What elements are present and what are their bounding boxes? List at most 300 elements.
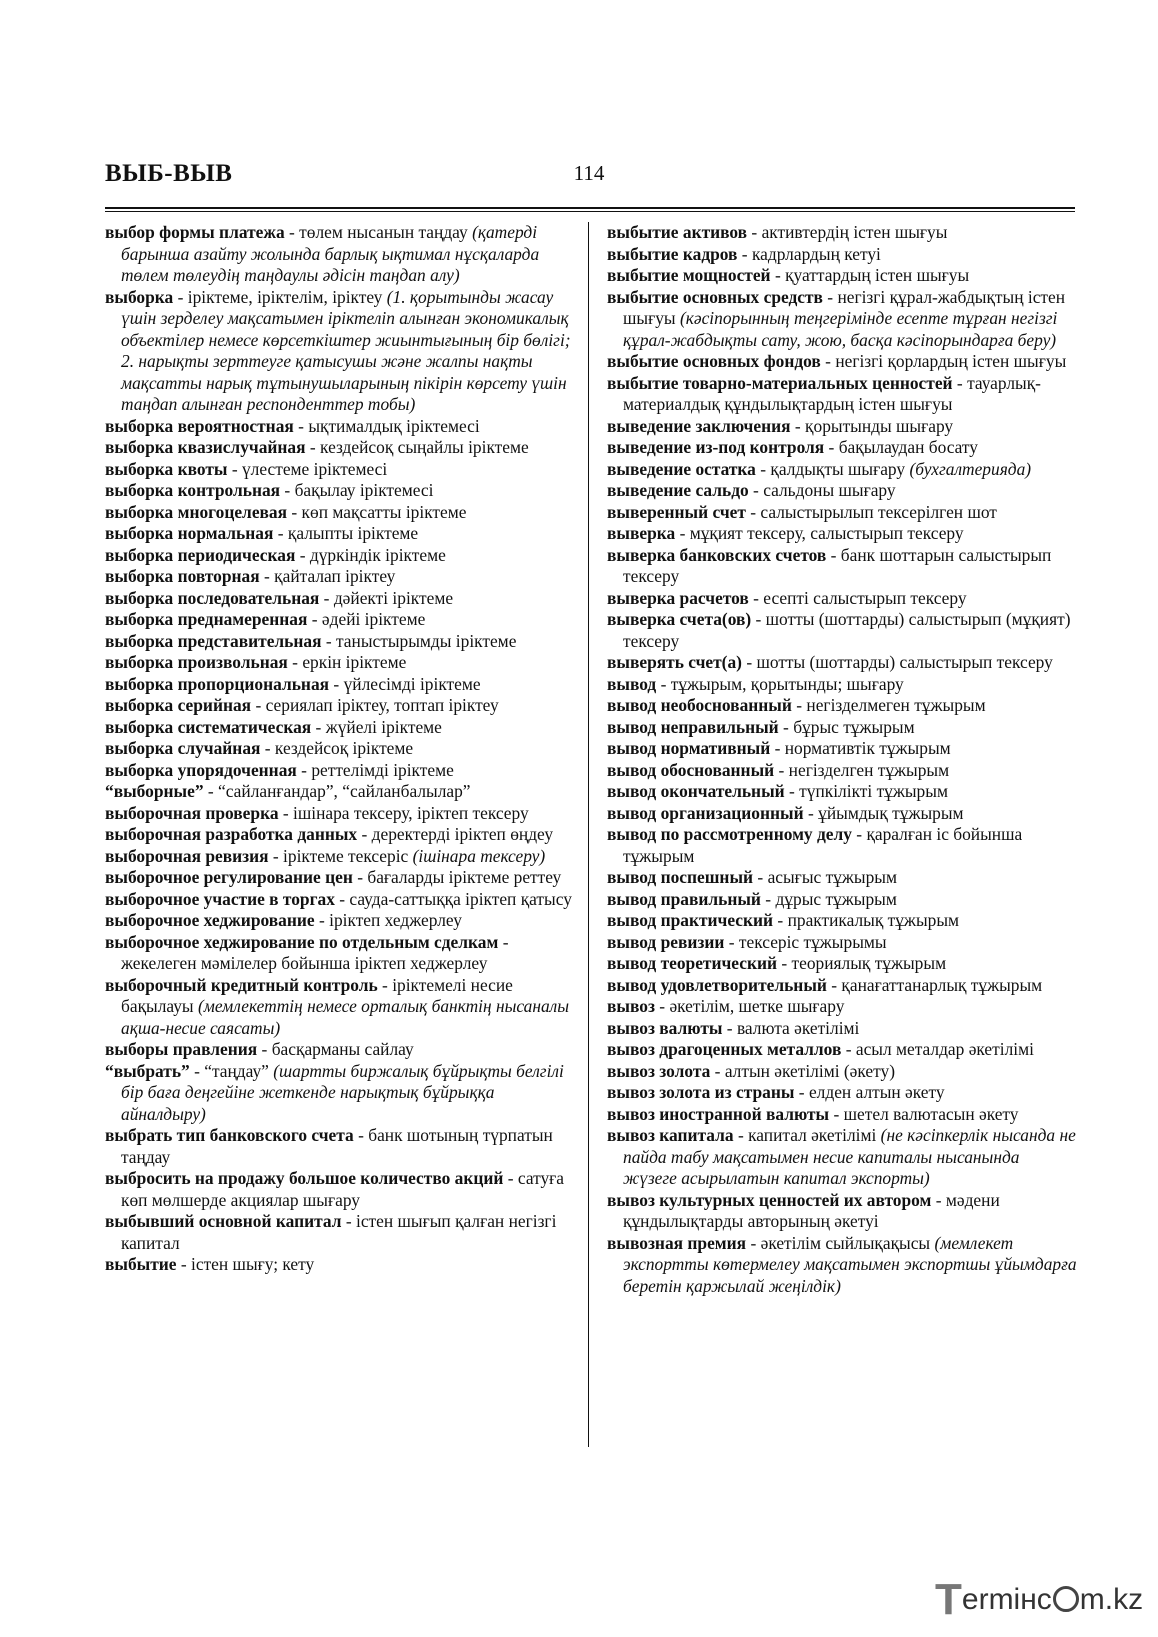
entry-separator: - [822, 286, 838, 307]
entry-separator: - [498, 931, 509, 952]
dictionary-entry [105, 760, 575, 782]
dictionary-entry [105, 824, 575, 846]
entry-term: выборка повторная [105, 566, 260, 586]
entry-definition: тұжырым, қорытынды; шығару [670, 673, 904, 694]
dictionary-entry [607, 1061, 1077, 1083]
entry-term: выбытие [105, 1254, 177, 1274]
entry-term: выборы правления [105, 1039, 258, 1059]
dictionary-entry [607, 760, 1077, 782]
entry-note: (1. қорытынды жасау үшін зерделеу мақсатымен іріктеліп алынған экономикалық объектілер немесе көрсеткіштер жиынтығының бір бөлігі; 2. нарықты зерттеуге қатысушы және жалпы нақты мақсатты нарық тұтынушыларының пікірін көрсету үшін таңдап алынған респонденттер тобы) [121, 286, 571, 414]
entry-separator: - [770, 265, 786, 285]
entry-definition: ықтималдық іріктемесі [308, 415, 480, 436]
dictionary-entry [607, 717, 1077, 739]
dictionary-entry [105, 502, 575, 524]
entry-definition: таныстырымды іріктеме [336, 630, 517, 651]
entry-definition: үлестеме іріктемесі [241, 458, 388, 479]
entry-definition: банк шотының түрпатын таңдау [121, 1125, 553, 1167]
entry-definition: кездейсоқ сыңайлы іріктеме [320, 437, 529, 457]
entry-term: вывод обоснованный [607, 759, 775, 780]
dictionary-entry [607, 1018, 1077, 1040]
entry-term: выбытие активов [607, 222, 748, 242]
dictionary-entry [607, 1082, 1077, 1104]
dictionary-entry [105, 459, 575, 481]
page-header [105, 155, 1073, 195]
dictionary-entry [105, 781, 575, 803]
entry-separator: - [311, 716, 326, 737]
entry-term: выведение из-под контроля [607, 437, 825, 457]
entry-term: выборочный кредитный контроль [105, 974, 378, 995]
entry-definition: төлем нысанын таңдау [299, 222, 473, 242]
entry-term: “выбрать” [105, 1060, 190, 1081]
entry-term: выборочное регулирование цен [105, 867, 353, 887]
entry-definition: бұрыс тұжырым [793, 716, 915, 737]
dictionary-entry [105, 717, 575, 739]
dictionary-entry [105, 609, 575, 631]
dictionary-entry [607, 523, 1077, 545]
entry-term: выбытие кадров [607, 243, 738, 264]
entry-definition: салыстырылып тексерілген шот [760, 501, 997, 522]
entry-term: выверенный счет [607, 501, 746, 522]
entry-separator: - [357, 824, 372, 844]
entry-term: выверка банковских счетов [607, 544, 827, 565]
entry-separator: - [829, 1103, 844, 1124]
entry-separator: - [778, 716, 794, 737]
entry-definition: “сайланғандар”, “сайланбалылар” [218, 781, 471, 801]
entry-term: вывоз капитала [607, 1125, 734, 1145]
entry-definition: “таңдау” [204, 1060, 274, 1081]
entry-term: выверка [607, 523, 676, 543]
entry-definition: бақылау іріктемесі [294, 480, 434, 500]
entry-separator: - [251, 695, 266, 715]
dictionary-entry [607, 738, 1077, 760]
dictionary-entry [105, 695, 575, 717]
entry-term: выборочная проверка [105, 802, 279, 823]
dictionary-entry [105, 1039, 575, 1061]
entry-separator: - [319, 587, 334, 608]
entry-definition: теориялық тұжырым [791, 953, 947, 973]
dictionary-entry [607, 1039, 1077, 1061]
entry-term: выведение заключения [607, 415, 791, 436]
dictionary-entry [607, 996, 1077, 1018]
entry-separator: - [745, 501, 761, 522]
dictionary-entry [105, 1211, 575, 1254]
entry-note: (кәсіпорынның теңгерімінде есепте тұрған негізгі құрал-жабдықты сату, жою, басқа кәсіпорындарға беру) [623, 308, 1058, 350]
entry-note: (бухгалтерияда) [909, 458, 1032, 479]
dictionary-entry [607, 287, 1077, 352]
dictionary-entry [105, 846, 575, 868]
entry-separator: - [820, 351, 836, 371]
entry-term: выведение остатка [607, 458, 756, 479]
dictionary-entry [105, 287, 575, 416]
entry-definition: асыл металдар әкетілімі [855, 1039, 1034, 1059]
entry-separator: - [173, 286, 188, 307]
entry-separator: - [257, 1039, 272, 1059]
entry-term: вывод окончательный [607, 781, 785, 801]
entry-separator: - [741, 652, 757, 672]
dictionary-entry [607, 459, 1077, 481]
entry-definition: сериялап іріктеу, топтап іріктеу [265, 695, 499, 715]
dictionary-entry [607, 416, 1077, 438]
dictionary-entry [105, 480, 575, 502]
entry-separator: - [305, 437, 321, 457]
entry-definition: бақылаудан босату [838, 437, 978, 457]
entry-definition: ішінара тексеру, іріктеп тексеру [293, 802, 529, 823]
entry-note: (не кәсіпкерлік нысанда не пайда табу мақсатымен несие капиталы нысанында жүзеге асырылатын капитал экспорты) [623, 1125, 1076, 1188]
entry-separator: - [341, 1211, 356, 1231]
dictionary-entry [105, 975, 575, 1040]
entry-separator: - [841, 1039, 856, 1059]
entry-definition: әкетілім сыйлықақысы [760, 1232, 935, 1253]
entry-definition: істен шығу; кету [191, 1254, 315, 1274]
entry-separator: - [826, 974, 842, 995]
entry-definition: дұрыс тұжырым [775, 888, 897, 909]
entry-term: вывод [607, 673, 657, 694]
entry-separator: - [774, 759, 789, 780]
entry-definition: активтердің істен шығуы [761, 222, 948, 242]
entry-term: выбытие товарно-материальных ценностей [607, 372, 953, 393]
dictionary-entry [607, 480, 1077, 502]
dictionary-entry [607, 609, 1077, 652]
entry-separator: - [329, 673, 344, 694]
entry-term: выборка представительная [105, 630, 322, 651]
entry-term: выборка контрольная [105, 480, 281, 500]
entry-term: выборка последовательная [105, 587, 320, 608]
entry-separator: - [952, 372, 968, 393]
entry-separator: - [259, 566, 275, 586]
entry-definition: шотты (шоттарды) салыстырып (мұқият) тексеру [623, 609, 1071, 651]
entry-separator: - [755, 458, 771, 479]
entry-separator: - [791, 695, 807, 715]
dictionary-entry [607, 695, 1077, 717]
entry-term: выборка периодическая [105, 544, 296, 565]
entry-separator: - [377, 974, 393, 995]
dictionary-entry [105, 566, 575, 588]
entry-term: “выборные” [105, 781, 204, 801]
entry-separator: - [773, 910, 788, 930]
dictionary-entry [105, 545, 575, 567]
entry-definition: капитал әкетілімі [748, 1125, 881, 1145]
entry-definition: елден алтын әкету [808, 1082, 945, 1102]
dictionary-entry [607, 222, 1077, 244]
entry-term: выверять счет(а) [607, 652, 742, 672]
entry-term: выбор формы платежа [105, 222, 285, 242]
dictionary-entry [105, 889, 575, 911]
entry-definition: сауда-саттыққа іріктеп қатысу [349, 888, 572, 909]
dictionary-entry [607, 674, 1077, 696]
entry-definition: алтын әкетілімі (әкету) [724, 1060, 895, 1081]
entry-definition: дүркіндік іріктеме [309, 544, 446, 565]
dictionary-entry [607, 373, 1077, 416]
dictionary-entry [607, 1190, 1077, 1233]
entry-definition: іріктемелі несие бақылауы [121, 974, 513, 1016]
entry-separator: - [273, 523, 288, 543]
entry-term: выборочное участие в торгах [105, 888, 335, 909]
entry-separator: - [675, 523, 690, 543]
entry-term: выборка [105, 286, 174, 307]
section-range: ВЫБ-ВЫВ [105, 160, 233, 187]
dictionary-entry [105, 631, 575, 653]
entry-definition: реттелімді іріктеме [311, 759, 454, 780]
entry-separator: - [733, 1125, 749, 1145]
entry-definition: істен шығып қалған негізгі капитал [121, 1211, 557, 1253]
entry-separator: - [321, 630, 336, 651]
entry-separator: - [748, 480, 764, 500]
entry-separator: - [260, 738, 275, 758]
logo-text-end: m.kz [1079, 1583, 1144, 1616]
entry-note: (шартты биржалық бұйрықты белгілі бір баға деңгейіне жеткенде нарықтық бұйрыққа айналдыру) [121, 1060, 564, 1124]
entry-term: вывоз драгоценных металлов [607, 1039, 842, 1059]
entry-definition: кездейсоқ іріктеме [274, 738, 414, 758]
entry-term: выборка многоцелевая [105, 501, 288, 522]
entry-separator: - [203, 781, 219, 801]
entry-separator: - [751, 609, 766, 629]
entry-term: выбытие основных средств [607, 286, 823, 307]
entry-separator: - [314, 910, 330, 930]
entry-term: выборочная разработка данных [105, 824, 358, 844]
dictionary-entry [607, 1125, 1077, 1190]
entry-term: вывозная премия [607, 1232, 747, 1253]
header-rule [105, 207, 1075, 209]
entry-separator: - [747, 222, 762, 242]
page-number: 114 [573, 161, 605, 185]
dictionary-entry [105, 910, 575, 932]
entry-definition: сатуға көп мөлшерде акциялар шығару [121, 1168, 565, 1210]
dictionary-entry [105, 932, 575, 975]
entry-term: выбытие мощностей [607, 265, 771, 285]
dictionary-entry [607, 824, 1077, 867]
entry-term: выборка квоты [105, 458, 228, 479]
entry-term: выборочное хеджирование [105, 910, 315, 930]
dictionary-entry [607, 867, 1077, 889]
entry-term: выборочная ревизия [105, 845, 269, 866]
entry-separator: - [287, 501, 302, 522]
entry-separator: - [710, 1060, 725, 1081]
entry-separator: - [189, 1060, 205, 1081]
entry-term: выверка счета(ов) [607, 609, 752, 629]
entry-term: вывод организационный [607, 802, 804, 823]
entry-term: выборка пропорциональная [105, 673, 330, 694]
entry-definition: есепті салыстырып тексеру [763, 587, 967, 608]
dictionary-entry [607, 932, 1077, 954]
entry-term: вывод по рассмотренному делу [607, 824, 852, 844]
entry-separator: - [722, 1017, 737, 1038]
entry-separator: - [287, 652, 303, 672]
entry-term: выборка упорядоченная [105, 759, 297, 780]
column-divider [588, 222, 589, 1447]
entry-term: вывод удовлетворительный [607, 974, 827, 995]
entry-term: вывод ревизии [607, 931, 725, 952]
dictionary-entry [607, 545, 1077, 588]
entry-separator: - [227, 458, 242, 479]
entry-separator: - [295, 544, 310, 565]
entry-definition: мұқият тексеру, салыстырып тексеру [689, 523, 964, 543]
dictionary-entry [105, 1254, 575, 1276]
entry-separator: - [278, 802, 294, 823]
entry-separator: - [777, 953, 792, 973]
dictionary-entry [105, 1168, 575, 1211]
entry-definition: банк шоттарын салыстырып тексеру [623, 544, 1052, 586]
entry-definition: қалдықты шығару [770, 458, 910, 479]
dictionary-entry [105, 1061, 575, 1126]
entry-term: выборка вероятностная [105, 415, 294, 436]
entry-definition: қуаттардың істен шығуы [785, 265, 970, 285]
entry-definition: жүйелі іріктеме [325, 716, 442, 737]
entry-definition: қайталап іріктеу [274, 566, 396, 586]
dictionary-entry [105, 1125, 575, 1168]
entry-definition: іріктеме, іріктелім, іріктеу [187, 286, 387, 307]
entry-term: выбытие основных фондов [607, 351, 821, 371]
entry-separator: - [724, 931, 739, 952]
dictionary-entry [105, 222, 575, 287]
entry-definition: практикалық тұжырым [787, 910, 960, 930]
entry-term: выборка квазислучайная [105, 437, 306, 457]
entry-term: вывоз [607, 996, 655, 1016]
entry-separator: - [296, 759, 312, 780]
entry-note: (ішінара тексеру) [412, 845, 546, 866]
entry-separator: - [656, 673, 671, 694]
entry-separator: - [654, 996, 670, 1016]
dictionary-entry [607, 437, 1077, 459]
entry-separator: - [268, 845, 284, 866]
entry-separator: - [826, 544, 841, 565]
dictionary-entry [607, 889, 1077, 911]
dictionary-entry [607, 502, 1077, 524]
dictionary-entry [607, 910, 1077, 932]
termincom-logo [935, 1575, 1144, 1624]
entry-term: вывод необоснованный [607, 695, 792, 715]
entry-definition: шетел валютасын әкету [843, 1103, 1019, 1124]
entry-separator: - [794, 1082, 809, 1102]
entry-separator: - [790, 415, 806, 436]
dictionary-entry [607, 1233, 1077, 1298]
entry-note: (мемлекеттің немесе орталық банктің нысаналы ақша-несие саясаты) [121, 996, 569, 1038]
logo-circle-icon [1053, 1586, 1079, 1612]
right-column [607, 222, 1077, 1297]
dictionary-entry [105, 867, 575, 889]
entry-definition: негізделген тұжырым [788, 759, 950, 780]
entry-separator: - [753, 867, 768, 887]
entry-definition: нормативтік тұжырым [784, 738, 951, 758]
entry-separator: - [284, 222, 300, 242]
entry-term: выбывший основной капитал [105, 1211, 342, 1231]
entry-term: выведение сальдо [607, 480, 749, 500]
entry-separator: - [760, 888, 776, 909]
dictionary-entry [607, 803, 1077, 825]
entry-definition: кадрлардың кетуі [751, 243, 881, 264]
dictionary-entry [105, 523, 575, 545]
entry-separator: - [280, 480, 295, 500]
entry-definition: бағаларды іріктеме реттеу [367, 867, 562, 887]
logo-initial: T [935, 1575, 962, 1624]
logo-text-start: ermінc [961, 1583, 1052, 1616]
dictionary-entry [607, 244, 1077, 266]
entry-term: вывоз иностранной валюты [607, 1103, 830, 1124]
entry-definition: еркін іріктеме [302, 652, 407, 672]
entry-definition: сальдоны шығару [763, 480, 896, 500]
entry-term: вывоз золота из страны [607, 1082, 795, 1102]
entry-separator: - [307, 609, 322, 629]
dictionary-entry [607, 781, 1077, 803]
entry-separator: - [737, 243, 752, 264]
entry-note: (қатерді барынша азайту жолында барлық ықтимал нұсқаларда төлем төлеудің таңдаулы әдісін таңдап алу) [121, 222, 540, 285]
entry-term: вывод нормативный [607, 738, 771, 758]
entry-term: вывод правильный [607, 888, 761, 909]
entry-separator: - [851, 824, 867, 844]
entry-term: вывоз культурных ценностей их автором [607, 1189, 932, 1210]
entry-term: выверка расчетов [607, 587, 749, 608]
entry-definition: қорытынды шығару [805, 415, 954, 436]
dictionary-entry [607, 351, 1077, 373]
entry-term: вывоз валюты [607, 1017, 723, 1038]
entry-definition: мәдени құндылықтарды авторының әкетуі [623, 1189, 1000, 1231]
dictionary-entry [105, 738, 575, 760]
entry-definition: қаралған іс бойынша тұжырым [623, 824, 1023, 866]
entry-definition: дәйекті іріктеме [333, 587, 454, 608]
dictionary-entry [105, 416, 575, 438]
entry-separator: - [334, 888, 350, 909]
entry-term: вывоз золота [607, 1060, 711, 1081]
dictionary-entry [105, 588, 575, 610]
entry-definition: әкетілім, шетке шығару [669, 996, 845, 1016]
entry-separator: - [176, 1254, 192, 1274]
entry-term: выборка систематическая [105, 716, 312, 737]
dictionary-entry [105, 803, 575, 825]
entry-separator: - [748, 587, 764, 608]
entry-definition: деректерді іріктеп өңдеу [371, 824, 554, 844]
entry-definition: негізгі қорлардың істен шығуы [835, 351, 1067, 371]
left-column [105, 222, 575, 1276]
entry-definition: негізгі құрал-жабдықтың істен шығуы [623, 286, 1066, 328]
dictionary-entry [105, 652, 575, 674]
entry-note: (мемлекет экспортты көтермелеу мақсатымен экспортшы ұйымдарға беретін қаржылай жеңілдік) [623, 1232, 1077, 1296]
entry-definition: әдейі іріктеме [321, 609, 426, 629]
entry-term: вывод неправильный [607, 716, 779, 737]
entry-definition: іріктеп хеджерлеу [329, 910, 462, 930]
entry-term: выборка нормальная [105, 523, 274, 543]
entry-separator: - [931, 1189, 946, 1210]
entry-separator: - [803, 802, 819, 823]
entry-term: выбрать тип банковского счета [105, 1125, 354, 1145]
entry-definition: тауарлық-материалдық құндылықтардың істен шығуы [623, 372, 1041, 414]
entry-term: выборка преднамеренная [105, 609, 308, 629]
dictionary-entry [105, 437, 575, 459]
entry-term: выборка серийная [105, 695, 252, 715]
entry-separator: - [784, 781, 800, 801]
entry-term: вывод поспешный [607, 867, 754, 887]
entry-definition: іріктеме тексеріс [283, 845, 413, 866]
entry-definition: басқарманы сайлау [271, 1039, 414, 1059]
header-rule-thin [105, 211, 1075, 212]
entry-definition: түпкілікті тұжырым [799, 781, 948, 801]
dictionary-entry [607, 1104, 1077, 1126]
dictionary-entry [607, 652, 1077, 674]
entry-separator: - [503, 1168, 518, 1188]
entry-term: выборка произвольная [105, 652, 288, 672]
entry-separator: - [770, 738, 785, 758]
entry-term: выборочное хеджирование по отдельным сделкам [105, 931, 499, 952]
entry-separator: - [746, 1232, 761, 1253]
dictionary-entry [607, 265, 1077, 287]
entry-definition: көп мақсатты іріктеме [301, 501, 467, 522]
entry-definition: тексеріс тұжырымы [738, 931, 887, 952]
entry-definition: валюта әкетілімі [736, 1017, 860, 1038]
entry-term: выбросить на продажу большое количество акций [105, 1168, 504, 1188]
entry-separator: - [352, 867, 368, 887]
dictionary-entry [607, 588, 1077, 610]
entry-definition: қанағаттанарлық тұжырым [841, 974, 1043, 995]
entry-separator: - [824, 437, 839, 457]
entry-separator: - [293, 415, 309, 436]
